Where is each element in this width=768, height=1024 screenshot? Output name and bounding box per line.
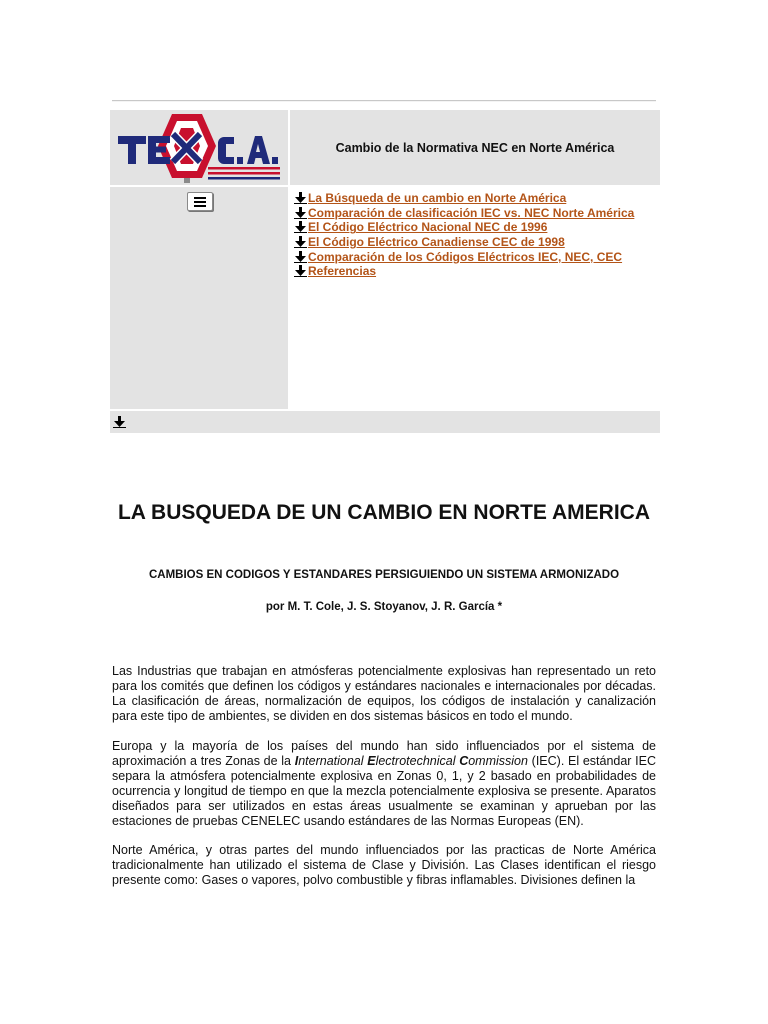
menu-icon-bar	[194, 197, 206, 199]
toc-link-referencias[interactable]: Referencias	[308, 264, 377, 279]
toc-item	[294, 249, 660, 264]
toc-list	[290, 187, 660, 409]
toc-item	[294, 220, 660, 235]
texca-logo	[110, 110, 288, 185]
menu-icon-bar	[194, 201, 206, 203]
toc-item	[294, 235, 660, 250]
down-arrow-icon[interactable]	[113, 416, 127, 428]
iec-initial-e: E	[367, 754, 376, 768]
top-horizontal-rule	[112, 100, 656, 102]
down-arrow-icon	[294, 265, 308, 277]
iec-initial-c: C	[459, 754, 469, 768]
paragraph-1: Las Industrias que trabajan en atmósferas potencialmente explosivas han representado un reto para los comités que definen los códigos y estándares nacionales e internacionales por décadas. La clasificación de áreas, normalización de equipos, los códigos de instalación y canalización para este tipo de ambientes, se dividen en dos sistemas básicos en todo el mundo.	[112, 664, 656, 723]
menu-cell	[110, 187, 288, 409]
toc-item	[294, 264, 660, 279]
logo-cell	[110, 110, 288, 185]
paragraph-3: Norte América, y otras partes del mundo influenciados por las practicas de Norte América tradicionalmente han utilizado el sistema de Clase y División. Las Clases identifican el riesgo presente como: Gases o vapores, polvo combustible y fibras inflamables. Divisiones definen la	[112, 843, 656, 887]
header-table	[110, 110, 660, 433]
toc-link-comparacion-clasificacion[interactable]: Comparación de clasificación IEC vs. NEC Norte América	[308, 205, 635, 220]
down-arrow-icon	[294, 221, 308, 233]
toc-item	[294, 206, 660, 221]
down-arrow-icon	[294, 251, 308, 263]
article-subheading: CAMBIOS EN CODIGOS Y ESTANDARES PERSIGUIENDO UN SISTEMA ARMONIZADO	[148, 569, 620, 581]
toc-link-cec-1998[interactable]: El Código Eléctrico Canadiense CEC de 1998	[308, 235, 565, 250]
paragraph-2-text: Europa y la mayoría de los países del mundo han sido influenciados por el sistema de aproximación a tres Zonas de la	[112, 739, 656, 768]
toc-item	[294, 191, 660, 206]
down-arrow-icon	[294, 192, 308, 204]
menu-icon-bar	[194, 205, 206, 207]
bottom-nav-bar	[110, 411, 660, 433]
iec-initial-i: I	[294, 754, 299, 768]
toc-link-nec-1996[interactable]: El Código Eléctrico Nacional NEC de 1996	[308, 220, 548, 235]
down-arrow-icon	[294, 207, 308, 219]
paragraph-2-text-end: (IEC). El estándar IEC separa la atmósfera potencialmente explosiva en Zonas 0, 1, y 2 basado en probabilidades de ocurrencia y longitud de tiempo en que la mezcla potencialmente explosiva se presente. Aparatos diseñados para ser utilizados en estas áreas usualmente se examinan y aprueban por las estaciones de pruebas CENELEC usando estándares de las Normas Europeas (EN).	[112, 754, 657, 828]
iec-word-commission: ommission	[468, 754, 528, 768]
menu-button[interactable]	[187, 192, 213, 211]
iec-word-electrotechnical: lectrotechnical	[375, 754, 460, 768]
article-authors: por M. T. Cole, J. S. Stoyanov, J. R. García *	[265, 601, 503, 613]
article-heading: LA BUSQUEDA DE UN CAMBIO EN NORTE AMERICA	[117, 501, 650, 524]
paragraph-2	[112, 739, 656, 829]
page-title: Cambio de la Normativa NEC en Norte América	[290, 110, 660, 185]
down-arrow-icon	[294, 236, 308, 248]
toc-link-busqueda[interactable]: La Búsqueda de un cambio en Norte América	[308, 191, 567, 206]
toc-link-comparacion-codigos[interactable]: Comparación de los Códigos Eléctricos IEC, NEC, CEC	[308, 249, 623, 264]
iec-word-international: nternational	[298, 754, 368, 768]
